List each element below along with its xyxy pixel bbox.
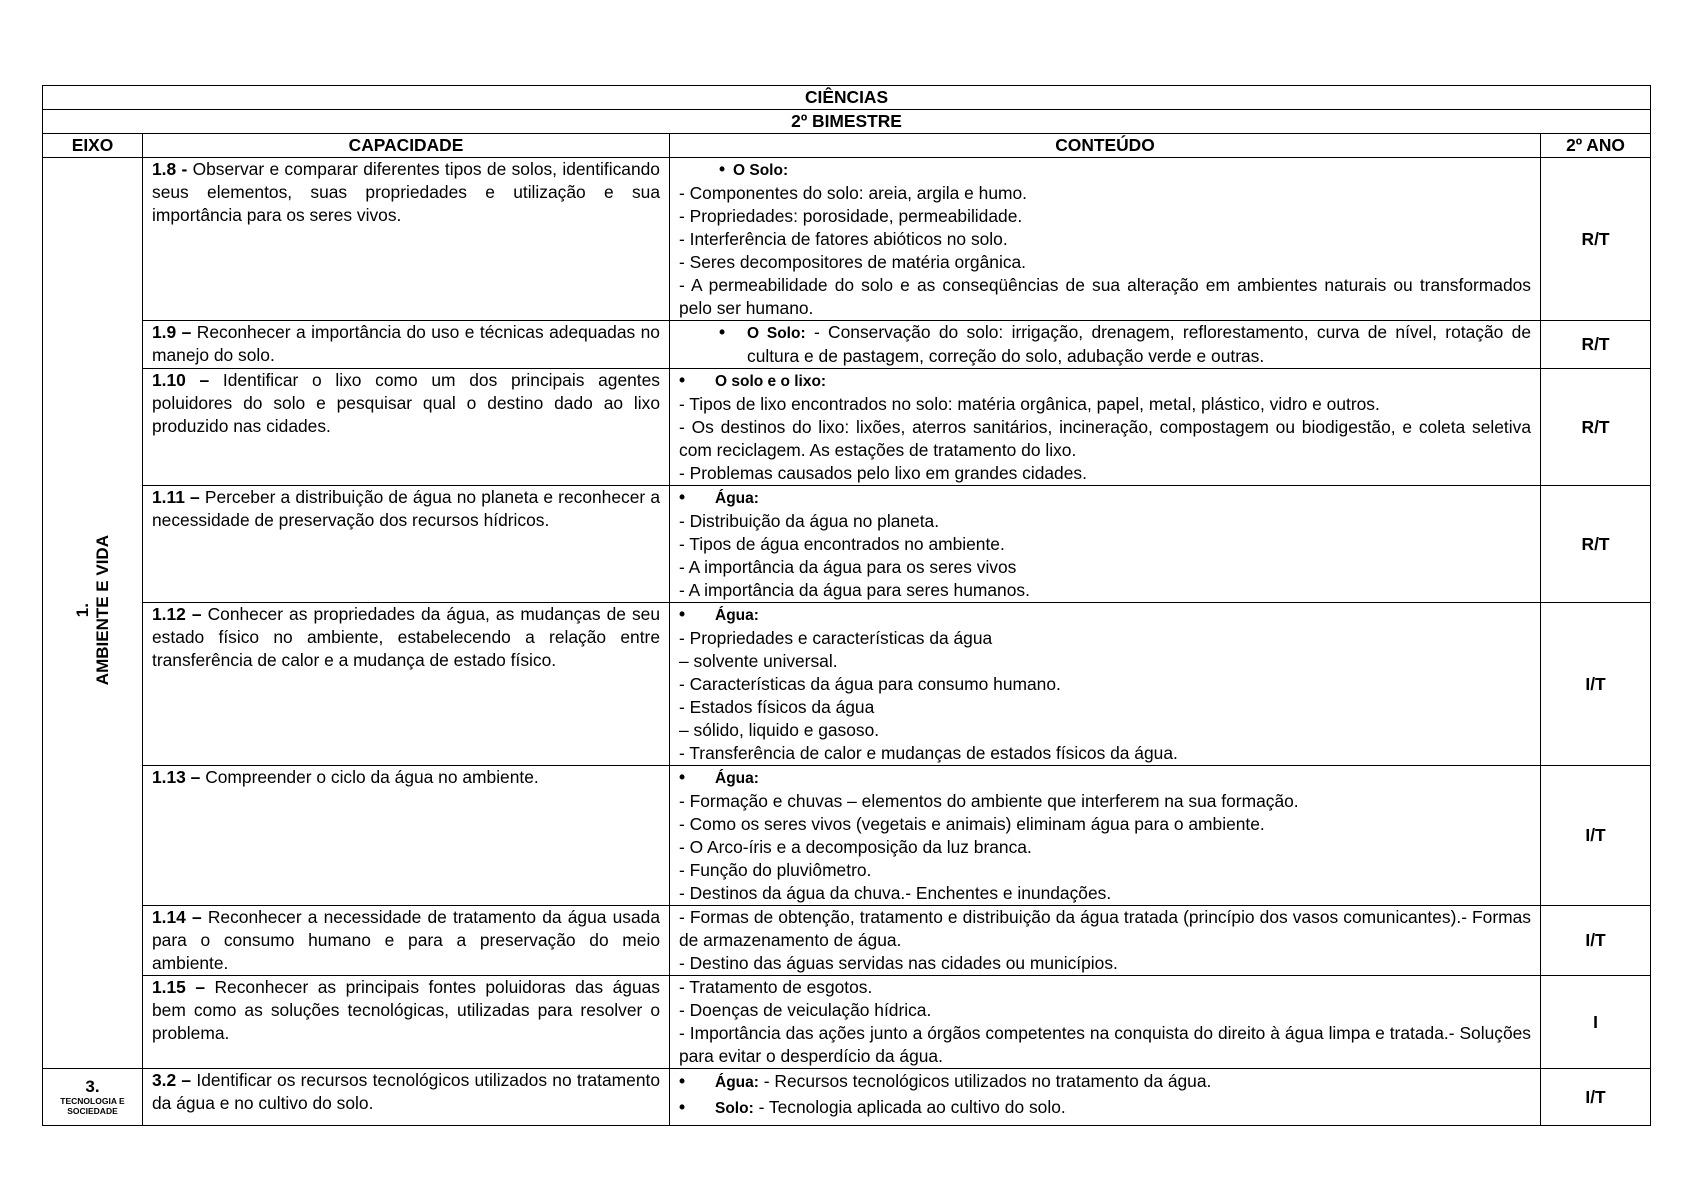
ano-value: I/T <box>1541 1069 1651 1126</box>
capacidade-cell <box>143 906 670 976</box>
conteudo-title: O Solo: <box>747 325 806 342</box>
capacidade-cell <box>143 766 670 906</box>
capacidade-code: 1.11 – <box>152 487 200 507</box>
document-title: CIÊNCIAS <box>43 86 1651 110</box>
capacidade-text: Conhecer as propriedades da água, as mudanças de seu estado físico no ambiente, estabelecendo a relação entre transferência de calor e a mudança de estado físico. <box>152 604 660 670</box>
table-row <box>43 603 1651 766</box>
capacidade-code: 1.13 – <box>152 767 201 787</box>
conteudo-line: - Como os seres vivos (vegetais e animais) eliminam água para o ambiente. <box>679 814 1265 834</box>
eixo-number: 3. <box>85 1077 100 1096</box>
conteudo-line: - Características da água para consumo humano. <box>679 674 1061 694</box>
capacidade-cell <box>143 369 670 486</box>
bullet: • <box>719 159 726 179</box>
capacidade-code: 1.12 – <box>152 604 202 624</box>
ano-value: I <box>1541 976 1651 1069</box>
conteudo-line: - O Arco-íris e a decomposição da luz branca. <box>679 837 1032 857</box>
ano-value: R/T <box>1541 158 1651 321</box>
conteudo-line: - Seres decompositores de matéria orgânica. <box>679 252 1027 272</box>
table-row <box>43 976 1651 1069</box>
capacidade-text: Identificar o lixo como um dos principais agentes poluidores do solo e pesquisar qual o destino dado ao lixo produzido nas cidades. <box>152 370 660 436</box>
eixo-ambiente-vida <box>43 158 143 1069</box>
conteudo-title: O solo e o lixo: <box>715 373 827 390</box>
capacidade-text: Reconhecer a importância do uso e técnicas adequadas no manejo do solo. <box>152 322 660 365</box>
bullet: • <box>679 767 686 787</box>
conteudo-line: - Componentes do solo: areia, argila e humo. <box>679 183 1028 203</box>
conteudo-title: Água: <box>715 490 759 507</box>
capacidade-cell <box>143 1069 670 1126</box>
conteudo-inline: - Tecnologia aplicada ao cultivo do solo. <box>758 1097 1066 1117</box>
capacidade-text: Reconhecer a necessidade de tratamento da água usada para o consumo humano e para a preservação do meio ambiente. <box>152 907 660 973</box>
conteudo-line: – sólido, liquido e gasoso. <box>679 720 880 740</box>
table-row <box>43 486 1651 603</box>
capacidade-code: 3.2 – <box>152 1070 192 1090</box>
conteudo-line: - Propriedades e características da água <box>679 628 993 648</box>
conteudo-line: - A importância da água para seres humanos. <box>679 580 1030 600</box>
bimestre-label: 2º BIMESTRE <box>43 110 1651 134</box>
capacidade-text: Reconhecer as principais fontes poluidoras das águas bem como as soluções tecnológicas, utilizadas para resolver o problema. <box>152 977 660 1043</box>
capacidade-code: 1.9 – <box>152 322 192 342</box>
capacidade-code: 1.10 – <box>152 370 210 390</box>
capacidade-cell <box>143 158 670 321</box>
conteudo-line: - A importância da água para os seres vivos <box>679 557 1017 577</box>
eixo-name: AMBIENTE E VIDA <box>92 534 112 686</box>
capacidade-cell <box>143 321 670 369</box>
eixo-name: TECNOLOGIA E SOCIEDADE <box>60 1096 125 1116</box>
bimestre-row <box>43 110 1651 134</box>
capacidade-text: Perceber a distribuição de água no planeta e reconhecer a necessidade de preservação dos recursos hídricos. <box>152 487 660 530</box>
capacidade-cell <box>143 976 670 1069</box>
curriculum-table <box>42 85 1651 1126</box>
conteudo-line: - Transferência de calor e mudanças de estados físicos da água. <box>679 743 1178 763</box>
conteudo-line: - Interferência de fatores abióticos no solo. <box>679 229 1008 249</box>
conteudo-cell <box>670 603 1541 766</box>
capacidade-text: Compreender o ciclo da água no ambiente. <box>205 767 539 787</box>
col-header-capacidade: CAPACIDADE <box>143 134 670 158</box>
ano-value: I/T <box>1541 906 1651 976</box>
title-row <box>43 86 1651 110</box>
capacidade-text: Observar e comparar diferentes tipos de solos, identificando seus elementos, suas propriedades e utilização e sua importância para os seres vivos. <box>152 159 660 225</box>
col-header-eixo: EIXO <box>43 134 143 158</box>
conteudo-line: - Destino das águas servidas nas cidades ou municípios. <box>679 953 1118 973</box>
capacidade-code: 1.14 – <box>152 907 202 927</box>
capacidade-text: Identificar os recursos tecnológicos utilizados no tratamento da água e no cultivo do solo. <box>152 1070 660 1113</box>
ano-value: R/T <box>1541 321 1651 369</box>
capacidade-cell <box>143 486 670 603</box>
conteudo-line: - Destinos da água da chuva.- Enchentes e inundações. <box>679 883 1112 903</box>
conteudo-line: - Estados físicos da água <box>679 697 875 717</box>
bullet: • <box>719 322 726 342</box>
conteudo-line: - Formação e chuvas – elementos do ambiente que interferem na sua formação. <box>679 791 1299 811</box>
conteudo-cell <box>670 976 1541 1069</box>
conteudo-line: - Tipos de lixo encontrados no solo: matéria orgânica, papel, metal, plástico, vidro e outros. <box>679 394 1380 414</box>
bullet: • <box>679 604 686 624</box>
bullet: • <box>679 1071 686 1091</box>
conteudo-cell <box>670 486 1541 603</box>
column-header-row <box>43 134 1651 158</box>
bullet: • <box>679 487 686 507</box>
table-row <box>43 766 1651 906</box>
conteudo-line: – solvente universal. <box>679 651 838 671</box>
eixo-number: 1. <box>72 602 92 618</box>
capacidade-cell <box>143 603 670 766</box>
conteudo-cell <box>670 321 1541 369</box>
conteudo-cell <box>670 906 1541 976</box>
conteudo-title: Água: <box>715 1074 759 1091</box>
table-row <box>43 369 1651 486</box>
bullet: • <box>679 1097 686 1117</box>
conteudo-line: - Função do pluviômetro. <box>679 860 872 880</box>
col-header-ano: 2º ANO <box>1541 134 1651 158</box>
eixo-tecnologia-sociedade <box>43 1069 143 1126</box>
conteudo-inline: - Recursos tecnológicos utilizados no tratamento da água. <box>763 1071 1212 1091</box>
bullet: • <box>679 370 686 390</box>
ano-value: R/T <box>1541 369 1651 486</box>
conteudo-cell <box>670 766 1541 906</box>
table-row <box>43 158 1651 321</box>
conteudo-line: - Distribuição da água no planeta. <box>679 511 940 531</box>
capacidade-code: 1.15 – <box>152 977 205 997</box>
table-row <box>43 1069 1651 1126</box>
ano-value: I/T <box>1541 766 1651 906</box>
conteudo-cell <box>670 369 1541 486</box>
conteudo-line: - Tipos de água encontrados no ambiente. <box>679 534 1005 554</box>
conteudo-line: - Tratamento de esgotos. <box>679 977 873 997</box>
conteudo-line: - Formas de obtenção, tratamento e distribuição da água tratada (princípio dos vasos comunicantes).- Formas de armazenamento de água. <box>679 907 1531 950</box>
conteudo-line: - A permeabilidade do solo e as conseqüências de sua alteração em ambientes naturais ou transformados pelo ser humano. <box>679 275 1531 318</box>
conteudo-line: - Problemas causados pelo lixo em grandes cidades. <box>679 463 1087 483</box>
table-row <box>43 906 1651 976</box>
col-header-conteudo: CONTEÚDO <box>670 134 1541 158</box>
conteudo-line: - Doenças de veiculação hídrica. <box>679 1000 932 1020</box>
conteudo-title: Água: <box>715 770 759 787</box>
conteudo-line: - Importância das ações junto a órgãos competentes na conquista do direito à água limpa e tratada.- Soluções para evitar o desperdício da água. <box>679 1023 1531 1066</box>
conteudo-title: O Solo: <box>733 162 789 179</box>
conteudo-inline: - Conservação do solo: irrigação, drenagem, reflorestamento, curva de nível, rotação de cultura e de pastagem, correção do solo, adubação verde e outras. <box>747 322 1531 366</box>
ano-value: R/T <box>1541 486 1651 603</box>
ano-value: I/T <box>1541 603 1651 766</box>
conteudo-cell <box>670 1069 1541 1126</box>
conteudo-line: - Os destinos do lixo: lixões, aterros sanitários, incineração, compostagem ou biodigestão, e coleta seletiva com reciclagem. As estações de tratamento do lixo. <box>679 417 1531 460</box>
conteudo-line: - Propriedades: porosidade, permeabilidade. <box>679 206 1023 226</box>
conteudo-title: Solo: <box>715 1100 754 1117</box>
conteudo-cell <box>670 158 1541 321</box>
capacidade-code: 1.8 - <box>152 159 188 179</box>
conteudo-title: Água: <box>715 607 759 624</box>
table-row <box>43 321 1651 369</box>
